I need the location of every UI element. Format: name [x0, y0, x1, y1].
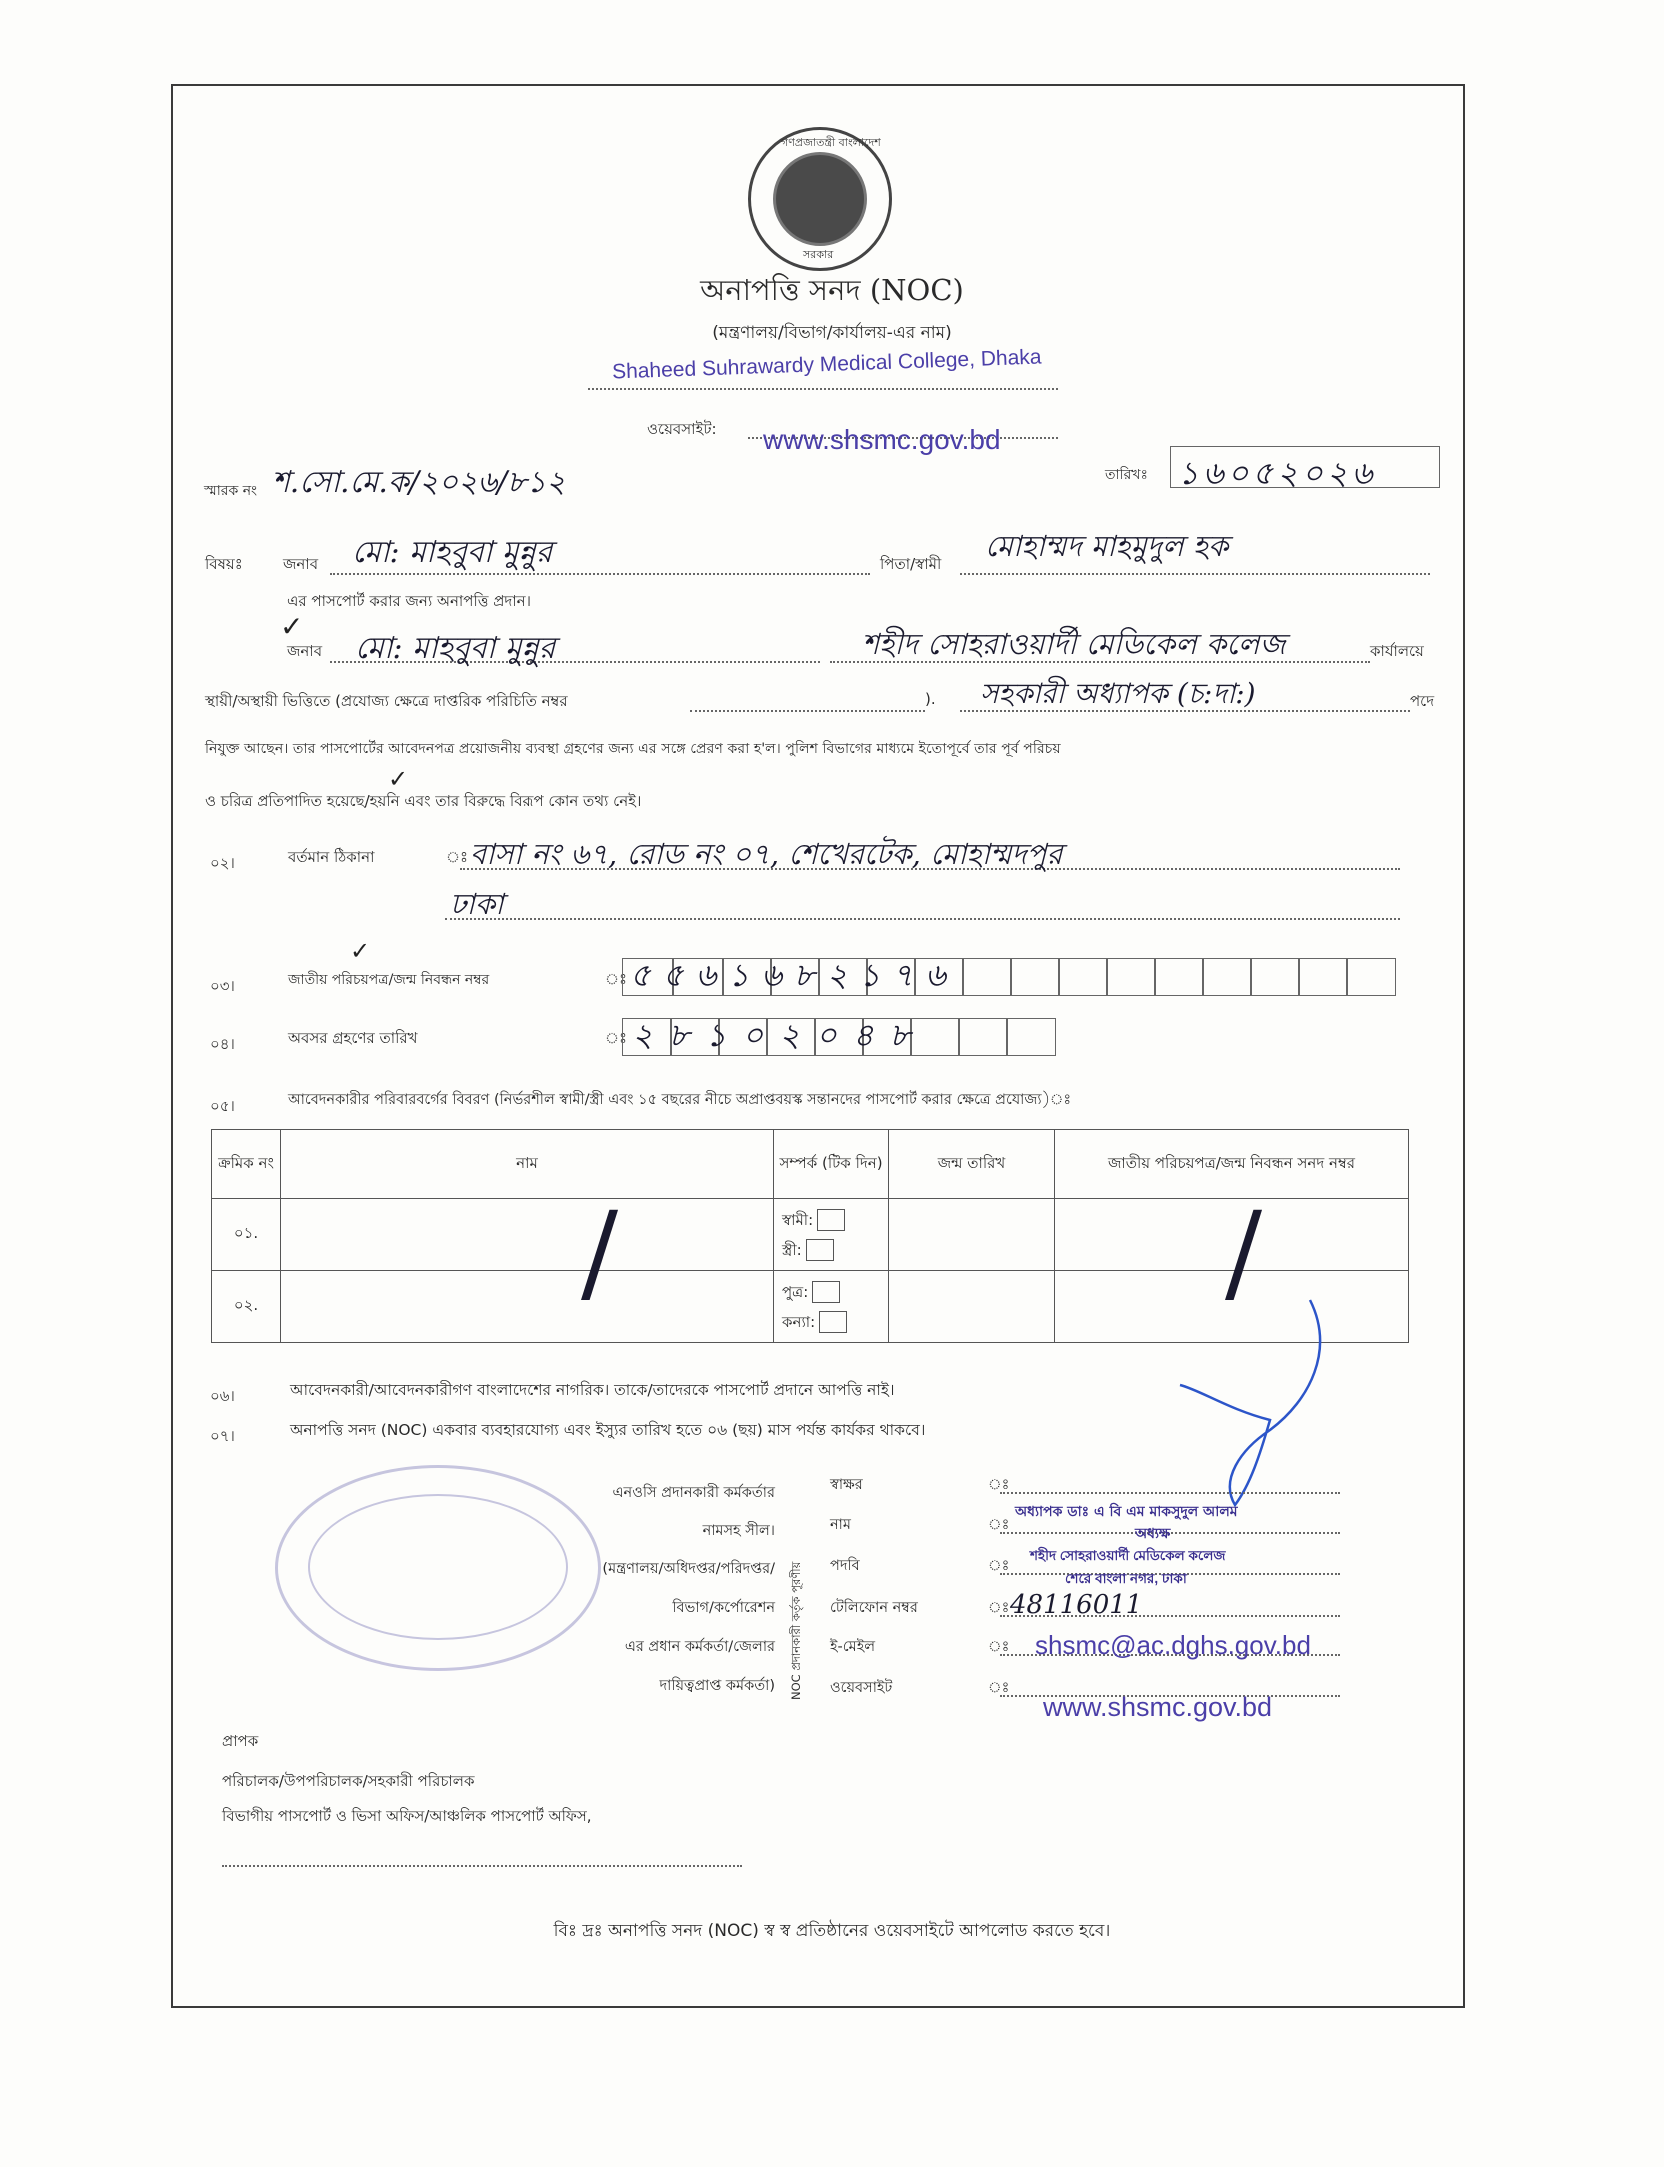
row2-birthdate — [889, 1271, 1055, 1343]
row2-name — [281, 1271, 774, 1343]
nid-value: ৫৫৬১৬৮২১৭৬ — [630, 956, 958, 994]
rel-son-label: পুত্র: — [782, 1282, 809, 1301]
recipient-label: প্রাপক — [222, 1732, 259, 1750]
page-subtitle: (মন্ত্রণালয়/বিভাগ/কার্যালয়-এর নাম) — [712, 323, 952, 343]
signatory-left-line: এর প্রধান কর্মকর্তা/জেলার — [624, 1639, 775, 1655]
nid-digit-box — [1106, 958, 1156, 996]
item5-number: ০৫। — [210, 1097, 235, 1115]
item6-text: আবেদনকারী/আবেদনকারীগণ বাংলাদেশের নাগরিক। তাকে/তাদেরকে পাসপোর্ট প্রদানে আপত্তি নাই। — [290, 1381, 895, 1399]
footer-note: বিঃ দ্রঃ অনাপত্তি সনদ (NOC) স্ব স্ব প্রতিষ্ঠানের ওয়েবসাইটে আপলোড করতে হবে। — [553, 1921, 1111, 1941]
item2-number: ০২। — [210, 854, 235, 872]
body-designation: সহকারী অধ্যাপক (চ:দা:) — [980, 677, 1256, 710]
table-row — [212, 1199, 1409, 1271]
college-stamp-address: শেরে বাংলা নগর, ঢাকা — [1065, 1571, 1187, 1586]
office-seal-inner — [308, 1494, 568, 1640]
signatory-field-colon: ঃ — [988, 1477, 1010, 1493]
date-label: তারিখঃ — [1105, 467, 1148, 483]
signatory-field-label: পদবি — [830, 1558, 860, 1574]
signatory-left-line: এনওসি প্রদানকারী কর্মকর্তার — [612, 1485, 775, 1501]
date-value: ১৬০৫২০২৬ — [1178, 454, 1377, 492]
row1-slash: / — [581, 1188, 619, 1316]
signatory-field-value: www.shsmc.gov.bd — [1043, 1692, 1273, 1722]
website-stamp: www.shsmc.gov.bd — [763, 424, 1001, 455]
item5-label: আবেদনকারীর পরিবারবর্গের বিবরণ (নির্ভরশীল স্বামী/স্ত্রী এবং ১৫ বছরের নীচে অপ্রাপ্তবয়স্ক সন্তানদের পাসপোর্ট করার ক্ষেত্রে প্রযোজ্য)ঃ — [288, 1092, 1072, 1108]
signatory-field-value: অধ্যক্ষ — [1135, 1526, 1171, 1542]
signatory-field-colon: ঃ — [988, 1517, 1010, 1533]
date-digit-box — [1006, 1018, 1056, 1056]
recipient-line2: বিভাগীয় পাসপোর্ট ও ভিসা অফিস/আঞ্চলিক পাসপোর্ট অফিস, — [222, 1807, 592, 1825]
institution-stamp: Shaheed Suhrawardy Medical College, Dhaka — [611, 345, 1042, 384]
row1-nid — [1055, 1188, 1409, 1316]
body-office: শহীদ সোহরাওয়ার্দী মেডিকেল কলেজ — [862, 627, 1286, 661]
item3-number: ০৩। — [210, 977, 235, 995]
signatory-field-colon: ঃ — [988, 1680, 1010, 1696]
signatory-left-line: (মন্ত্রণালয়/অধিদপ্তর/পরিদপ্তর/ — [602, 1561, 775, 1577]
retirement-date-value: ২৮১০২০৪৮ — [632, 1016, 927, 1054]
rel-wife-checkbox[interactable] — [806, 1239, 834, 1261]
item6-number: ০৬। — [210, 1387, 235, 1405]
nid-digit-box — [1250, 958, 1300, 996]
item4-number: ০৪। — [210, 1035, 235, 1053]
body-id-dotline — [690, 710, 925, 712]
signatory-left-line: দায়িত্বপ্রাপ্ত কর্মকর্তা) — [659, 1678, 775, 1694]
signatory-field-dotline — [1000, 1492, 1340, 1494]
header-birthdate: জন্ম তারিখ — [889, 1130, 1055, 1199]
signatory-left-line: নামসহ সীল। — [702, 1523, 775, 1539]
government-seal — [748, 127, 892, 271]
body-line2-prefix: স্থায়ী/অস্থায়ী ভিত্তিতে (প্রযোজ্য ক্ষেত্রে দাপ্তরিক পরিচিতি নম্বর — [205, 692, 568, 710]
rel-son-checkbox[interactable] — [812, 1281, 840, 1303]
nid-digit-box — [1058, 958, 1108, 996]
rel-husband-checkbox[interactable] — [817, 1209, 845, 1231]
office-seal-stamp — [275, 1465, 601, 1671]
subject-label: বিষয়ঃ — [205, 555, 243, 573]
college-stamp-name: শহীদ সোহরাওয়ার্দী মেডিকেল কলেজ — [1030, 1548, 1226, 1563]
signatory-field-value: shsmc@ac.dghs.gov.bd — [1035, 1630, 1311, 1660]
signatory-field-label: স্বাক্ষর — [830, 1477, 863, 1493]
header-serial: ক্রমিক নং — [212, 1130, 281, 1199]
rel-husband-label: স্বামী: — [782, 1210, 814, 1229]
body-office-suffix: কার্যালয়ে — [1370, 642, 1424, 660]
body-line2-mid: ). — [925, 690, 936, 708]
header-name: নাম — [281, 1130, 774, 1199]
nid-digit-box — [1202, 958, 1252, 996]
signatory-field-label: টেলিফোন নম্বর — [830, 1600, 918, 1616]
address-dotline-2 — [445, 918, 1400, 920]
date-digit-box — [958, 1018, 1008, 1056]
seal-emblem-icon — [773, 152, 867, 246]
row1-name — [281, 1188, 774, 1316]
nid-digit-box — [962, 958, 1012, 996]
body-line3: নিযুক্ত আছেন। তার পাসপোর্টের আবেদনপত্র প্রয়োজনীয় ব্যবস্থা গ্রহণের জন্য এর সঙ্গে প্রেরণ করা হ'ল। পুলিশ বিভাগের মাধ্যমে ইতোপূর্বে তার পূর্ব পরিচয় — [205, 741, 1061, 757]
rel-wife-label: স্ত্রী: — [782, 1240, 802, 1259]
item3-label: জাতীয় পরিচয়পত্র/জন্ম নিবন্ধন নম্বর — [288, 972, 490, 988]
subject-father: মোহাম্মদ মাহমুদুল হক — [985, 529, 1229, 563]
item4-colon: ঃ — [605, 1029, 628, 1047]
body-name: মো: মাহবুবা মুন্নুর — [355, 631, 556, 666]
body-line4: ও চরিত্র প্রতিপাদিত হয়েছে/হয়নি এবং তার বিরুদ্ধে বিরূপ কোন তথ্য নেই। — [205, 792, 642, 810]
address-line-2: ঢাকা — [450, 887, 504, 921]
subject-father-label: পিতা/স্বামী — [880, 555, 942, 573]
signatory-field-label: ওয়েবসাইট — [830, 1680, 893, 1696]
subject-line2: এর পাসপোর্ট করার জন্য অনাপত্তি প্রদান। — [287, 592, 531, 610]
website-label: ওয়েবসাইট: — [647, 420, 717, 438]
row1-nid-slash: / — [1225, 1188, 1263, 1316]
signatory-field-label: ই-মেইল — [830, 1639, 876, 1655]
nid-digit-box — [1298, 958, 1348, 996]
header-relation: সম্পর্ক (টিক দিন) — [774, 1130, 889, 1199]
body-janab: জনাব — [287, 642, 323, 660]
nid-digit-box — [1154, 958, 1204, 996]
memo-label: স্মারক নং — [204, 483, 258, 499]
signatory-vertical-label: NOC প্রদানকারী কর্তৃক পূরণীয় — [789, 1561, 803, 1700]
recipient-dotline — [222, 1865, 742, 1867]
item7-number: ০৭। — [210, 1427, 235, 1445]
subject-name: মো: মাহবুবা মুন্নুর — [352, 535, 553, 570]
signatory-field-colon: ঃ — [988, 1600, 1010, 1616]
header-nid: জাতীয় পরিচয়পত্র/জন্ম নিবন্ধন সনদ নম্বর — [1055, 1130, 1409, 1199]
row1-serial: ০১. — [212, 1199, 281, 1271]
rel-daughter-label: কন্যা: — [782, 1312, 816, 1331]
row2-relation — [774, 1271, 889, 1343]
page-title: অনাপত্তি সনদ (NOC) — [700, 273, 964, 307]
item2-label: বর্তমান ঠিকানা — [288, 848, 375, 866]
signatory-field-value: 48116011 — [1010, 1590, 1143, 1620]
recipient-line1: পরিচালক/উপপরিচালক/সহকারী পরিচালক — [222, 1772, 475, 1790]
body-line2-suffix: পদে — [1410, 692, 1435, 710]
tick-mark-icon: ✓ — [280, 610, 304, 643]
subject-janab: জনাব — [283, 555, 319, 573]
row1-relation — [774, 1199, 889, 1271]
seal-text-top: গণপ্রজাতন্ত্রী বাংলাদেশ — [781, 136, 881, 149]
subject-father-dotline — [960, 573, 1430, 575]
signatory-left-line: বিভাগ/কর্পোরেশন — [672, 1600, 775, 1616]
signatory-field-colon: ঃ — [988, 1558, 1010, 1574]
item4-label: অবসর গ্রহণের তারিখ — [288, 1029, 418, 1047]
row2-serial: ০২. — [212, 1271, 281, 1343]
nid-digit-box — [1346, 958, 1396, 996]
item7-text: অনাপত্তি সনদ (NOC) একবার ব্যবহারযোগ্য এবং ইস্যুর তারিখ হতে ০৬ (ছয়) মাস পর্যন্ত কার্যকর থাকবে। — [290, 1421, 926, 1439]
tick-mark-icon: ✓ — [388, 765, 409, 793]
rel-daughter-checkbox[interactable] — [819, 1311, 847, 1333]
row1-birthdate — [889, 1199, 1055, 1271]
nid-digit-box — [1010, 958, 1060, 996]
seal-text-bottom: সরকার — [803, 248, 834, 261]
address-line-1: বাসা নং ৬৭, রোড নং ০৭, শেখেরটেক, মোহাম্মদপুর — [470, 837, 1063, 871]
tick-mark-icon: ✓ — [350, 937, 371, 965]
signatory-field-value: অধ্যাপক ডাঃ এ বি এম মাকসুদুল আলম — [1015, 1504, 1238, 1520]
item2-colon: ঃ — [446, 848, 469, 866]
signatory-field-colon: ঃ — [988, 1639, 1010, 1655]
signatory-field-label: নাম — [830, 1517, 851, 1533]
signature-icon — [1160, 1290, 1340, 1520]
institution-dotline — [588, 388, 1058, 390]
item3-colon: ঃ — [605, 970, 628, 988]
memo-value: শ.সো.মে.ক/২০২৬/৮১২ — [272, 465, 566, 500]
